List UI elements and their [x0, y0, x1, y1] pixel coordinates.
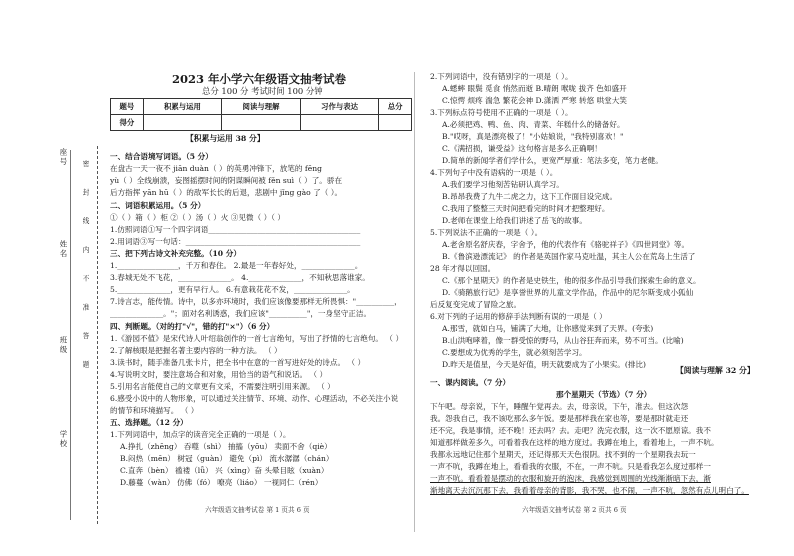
choice-option: C.《满招损，谦受益》这句格言是多么正确啊！: [442, 144, 602, 153]
choice-option: 后反复变完成了冒险之旅。: [430, 300, 522, 309]
judge-item: 6.感受小说中的人物形象，可以通过关注情节、环境、动作、心理活动，不必关注小说: [110, 394, 399, 403]
passage-line: 下午吧。母亲说，下午，睡醒午觉再去。去，母亲说，下午，准去。但这次怨: [430, 402, 689, 411]
page-footer: 六年级语文抽考试卷 第 2 页共 6 页: [522, 506, 627, 514]
score-row-label: 得分: [111, 115, 144, 131]
passage-line: 知道那样做差多久，可看着我在这样的地方度过。我蹲在地上，看着地上，一声不吭。: [430, 438, 719, 447]
q-line: 2.用词语③写一句话：______________________________________________: [110, 237, 361, 246]
section-head-reading: 【阅读与理解 32 分】: [676, 366, 755, 375]
choice-option: C.惊愕 烦疼 湍急 繁花会神 D.潇洒 严寒 转悠 哄堂大笑: [442, 96, 627, 105]
q-line: 3.春城无处不飞花，______________。 4.______________，不知秋思落谁家。: [110, 273, 370, 282]
score-cell[interactable]: [379, 115, 412, 131]
choice-option: 28 年才得以回国。: [430, 264, 496, 273]
choice-option: B.闷热（mēn） 树冠（guàn） 避免（pì） 流水潺潺（chán）: [120, 454, 334, 463]
score-cell[interactable]: [222, 115, 301, 131]
q-heading: 二、词语积累运用。（5 分）: [110, 201, 206, 210]
passage-line: 还不完，我是事情，还不晚！还去吗？去。走吧？洗完衣服，这一次不愿原谅。我不: [430, 426, 711, 435]
q-heading: 一、课内阅读。（7 分）: [430, 378, 511, 387]
score-cell[interactable]: [300, 115, 379, 131]
choice-option: B.山洪咆哮着，像一群受惊的野马，从山谷狂奔而来，势不可当。(比喻): [442, 336, 684, 345]
judge-item: 3.读书时，随手准备几张卡片，把全书中在意的一首写进好处的诗点。 （ ）: [110, 358, 366, 367]
choice-option: C.直奔（bèn） 褴褛（lǚ） 兴（xìng）奋 头晕目眩（xuàn）: [120, 466, 329, 475]
score-cell[interactable]: [143, 115, 222, 131]
class-label: 班级: [59, 336, 68, 355]
choice-option: A.必须把鸡、鸭、鱼、肉、青菜、年糕什么的储备好。: [442, 120, 625, 129]
q-line: ______________。"；面对名利诱惑，我们应该"__________"，一身坚守正洁。: [110, 309, 372, 318]
passage-line-underlined: 渐地离天去沉沉那下去，我看着母亲的背影，我不哭，也不闹，一声不吭，忽然有点儿明白了。: [430, 486, 749, 495]
choice-option: A.挣扎（zhēng） 吞噬（shì） 抽搐（yōu） 卖面不舍（qiè）: [120, 442, 332, 451]
score-header-cell: 积累与运用: [143, 99, 222, 115]
choice-option: D.藤蔓（wàn） 仿佛（fó） 嘹亮（liáo） 一视同仁（rén）: [120, 478, 323, 487]
page-footer: 六年级语文抽考试卷 第 1 页共 6 页: [205, 506, 310, 514]
q-heading: 三、把下列古诗文补充完整。（10 分）: [110, 249, 241, 258]
score-header-cell: 阅读与理解: [222, 99, 301, 115]
choice-option: A.那雪，就如白马，铺满了大地，让你感觉来到了天界。(夸张): [442, 324, 654, 333]
score-table: [110, 98, 412, 131]
q-heading: 四、判断题。（对的打"√"，错的打"×"）（6 分）: [110, 322, 275, 331]
judge-item: 5.引用名言能使自己的文章更有文采，不需要注明引用来源。 （ ）: [110, 382, 335, 391]
name-label: 姓名: [59, 240, 68, 259]
school-label: 学校: [59, 430, 68, 449]
judge-item: 4.写说明文时，要注意场合和对象，用恰当的语气和说话。 （ ）: [110, 370, 328, 379]
choice-option: A.蟋蟀 眼鬓 觅食 悄然而逝 B.晴朗 喉咙 拔齐 色如盛开: [442, 84, 627, 93]
score-header-cell: 题号: [111, 99, 144, 115]
q-line: 1.________________，千万和春住。 2.最是一年春好处，______________。: [110, 261, 363, 270]
exam-title: 2023 年小学六年级语文抽考试卷: [172, 72, 347, 86]
choice-option: A.我们要学习他刻苦钻研认真学习。: [442, 180, 564, 189]
choice-option: B."哎呀，真是漂亮极了！"小姑娘说，"我特别喜欢！": [442, 132, 624, 141]
choice-option: D.《骑鹅旅行记》是享誉世界的儿童文学作品，作品中的尼尔斯变成小狐仙: [442, 288, 694, 297]
column-divider: [414, 72, 415, 532]
q-line: 在盘古一天一夜不 jiān duàn（ ）的英勇冲锋下，放笔的 fēng: [110, 164, 322, 173]
choice-option: D.老师在课堂上给我们讲述了岳飞的故事。: [442, 216, 587, 225]
passage-title: 那个星期天（节选）（7 分）: [556, 390, 652, 399]
q-line: 4.下列句子中没有语病的一项是（ ）。: [430, 168, 558, 177]
choice-option: B.昂昂我费了九牛二虎之力，这下工作面目设完成。: [442, 192, 618, 201]
section-head-accumulate: 【积累与运用 38 分】: [186, 134, 265, 143]
q-line: 6.对下列的子运用的修辞手法判断有误的一项是（ ）: [430, 312, 607, 321]
q-line: yù（ ）全线崩溃，妄图摇摆时间的阴谋瞬间被 fěn suì（ ）了。骄在: [110, 176, 343, 185]
passage-line: 我。怨我自己，我不该吃那么多午饭。要是那样我在家也等，要是那时就走还: [430, 414, 689, 423]
q-heading: 五、选择题。（12 分）: [110, 418, 188, 427]
judge-item: 1.《游园不值》是宋代诗人叶绍翁创作的一首七言绝句，写出了抒情的七言绝句。 （ ）: [110, 334, 404, 343]
choice-option: C.要想成为优秀的学生，就必须刻苦学习。: [442, 348, 587, 357]
score-header-cell: 习作与表达: [300, 99, 379, 115]
score-header-cell: 总分: [379, 99, 412, 115]
judge-item: 的情节和环境描写。 （ ）: [110, 406, 199, 415]
choice-option: A.老舍原名舒庆春，字舍予，他的代表作有《骆驼祥子》《四世同堂》等。: [442, 240, 690, 249]
choice-option: D.昨天是值星，今天是好值，明天就要成为了小果实。(排比): [442, 360, 646, 369]
margin-line: [70, 150, 71, 520]
q-line: 7.诗言志，能传情。诗中，以多亦环境时，我们应该像要那样无所畏惧："__________，: [110, 297, 402, 306]
seal-text: 密 封 线 内 不 准 答 题: [81, 160, 89, 378]
q-line: 1.仿照词语①写一个四字词语________________________________________: [110, 225, 361, 234]
choice-option: C.《那个星期天》的作者是史铁生，他的很多作品引导我们探索生命的意义。: [442, 276, 701, 285]
judge-item: 2.了解核眼是把握名著主要内容的一种方法。 （ ）: [110, 346, 282, 355]
passage-line: 一声不吭，我蹲在地上，看看我的衣服，不在，一声不吭。只是看我怎么度过那样一: [430, 462, 711, 471]
q-heading: 一、结合语境写词语。（5 分）: [110, 152, 213, 161]
choice-option: C.我用了整整三天时间把看完的时间才把整理好。: [442, 204, 610, 213]
seat-label: 座号: [59, 148, 68, 167]
passage-line: 我都永远地记住那个星期天，还记得那天天色很阴。找不到的一个星期我去玩一: [430, 450, 696, 459]
choice-option: D.简单的新闻学者们学什么，更宽严厚重：笔法多变，笔力老健。: [442, 156, 663, 165]
q-line: 1.下列词语中，加点字的读音完全正确的一项是（ ）。: [110, 430, 291, 439]
q-line: 5.______________，更有早行人。 6.有意栽花花不发，______________。: [110, 285, 355, 294]
q-line: 后方指挥 yān hū（ ）的敌军长长的后退，悲剧中 jǐng gào 了（ ）。: [110, 188, 343, 197]
passage-line-underlined: 一声不吭。看看着是摆动的衣服和旋开的泡沫，我感觉到周围的光线渐渐暗下去，渐: [430, 474, 711, 483]
seal-dashed-line: [97, 146, 98, 524]
exam-subtitle: 总分 100 分 考试时间 100 分钟: [202, 86, 323, 96]
q-line: ①（ ）箱（ ）柜 ②（ ）汤（ ）火 ③见微（ ）（ ）: [110, 213, 285, 222]
q-line: 5.下列说法不正确的一项是（ ）。: [430, 228, 543, 237]
choice-option: B.《鲁滨逊漂流记》 的作者是英国作家马克吐温，其主人公在荒岛上生活了: [442, 252, 696, 261]
q-line: 3.下列标点符号使用不正确的一项是（ ）。: [430, 108, 573, 117]
q-line: 2.下列词语中，没有错别字的一项是（ ）。: [430, 72, 573, 81]
